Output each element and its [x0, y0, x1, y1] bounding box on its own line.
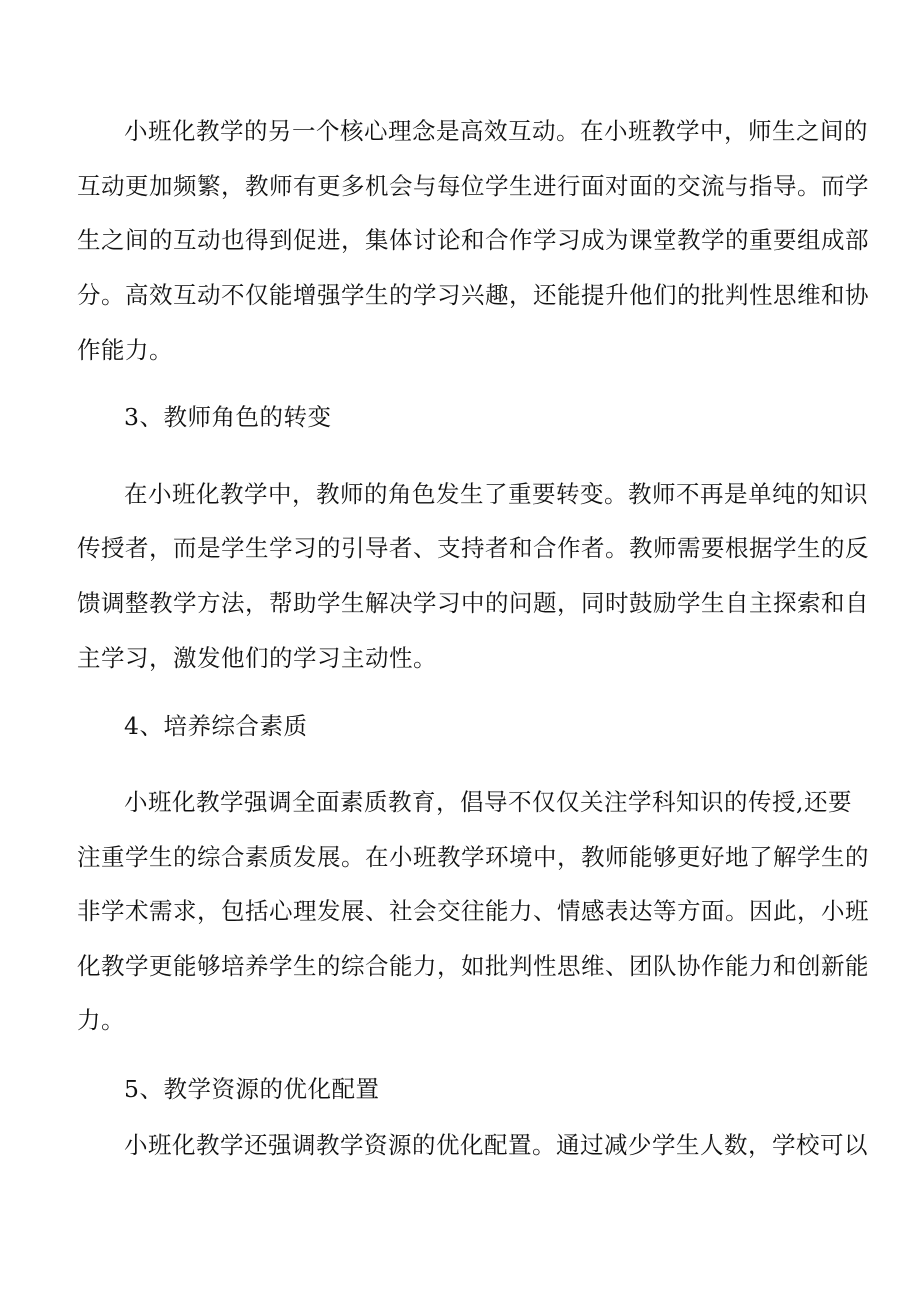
- section-heading-3: 3、教师角色的转变: [124, 403, 332, 431]
- paragraph-2-line-4: 主学习，激发他们的学习主动性。: [77, 644, 437, 672]
- paragraph-3-line-1: 小班化教学强调全面素质教育，倡导不仅仅关注学科知识的传授,还要: [124, 788, 852, 816]
- paragraph-3-line-3: 非学术需求，包括心理发展、社会交往能力、情感表达等方面。因此，小班: [77, 897, 869, 925]
- paragraph-4-line-1: 小班化教学还强调教学资源的优化配置。通过减少学生人数，学校可以: [124, 1131, 868, 1159]
- paragraph-1-line-3: 生之间的互动也得到促进，集体讨论和合作学习成为课堂教学的重要组成部: [77, 226, 869, 254]
- paragraph-3-line-2: 注重学生的综合素质发展。在小班教学环境中，教师能够更好地了解学生的: [77, 843, 869, 871]
- section-heading-5: 5、教学资源的优化配置: [124, 1075, 380, 1103]
- paragraph-2-line-1: 在小班化教学中，教师的角色发生了重要转变。教师不再是单纯的知识: [124, 480, 868, 508]
- paragraph-1-line-4: 分。高效互动不仅能增强学生的学习兴趣，还能提升他们的批判性思维和协: [77, 281, 869, 309]
- section-heading-4: 4、培养综合素质: [124, 712, 308, 740]
- paragraph-2-line-3: 馈调整教学方法，帮助学生解决学习中的问题，同时鼓励学生自主探索和自: [77, 589, 869, 617]
- paragraph-1-line-2: 互动更加频繁，教师有更多机会与每位学生进行面对面的交流与指导。而学: [77, 172, 869, 200]
- paragraph-1-line-5: 作能力。: [77, 336, 173, 364]
- paragraph-3-line-5: 力。: [77, 1006, 125, 1034]
- paragraph-2-line-2: 传授者，而是学生学习的引导者、支持者和合作者。教师需要根据学生的反: [77, 534, 869, 562]
- paragraph-1-line-1: 小班化教学的另一个核心理念是高效互动。在小班教学中，师生之间的: [124, 117, 868, 145]
- paragraph-3-line-4: 化教学更能够培养学生的综合能力，如批判性思维、团队协作能力和创新能: [77, 952, 869, 980]
